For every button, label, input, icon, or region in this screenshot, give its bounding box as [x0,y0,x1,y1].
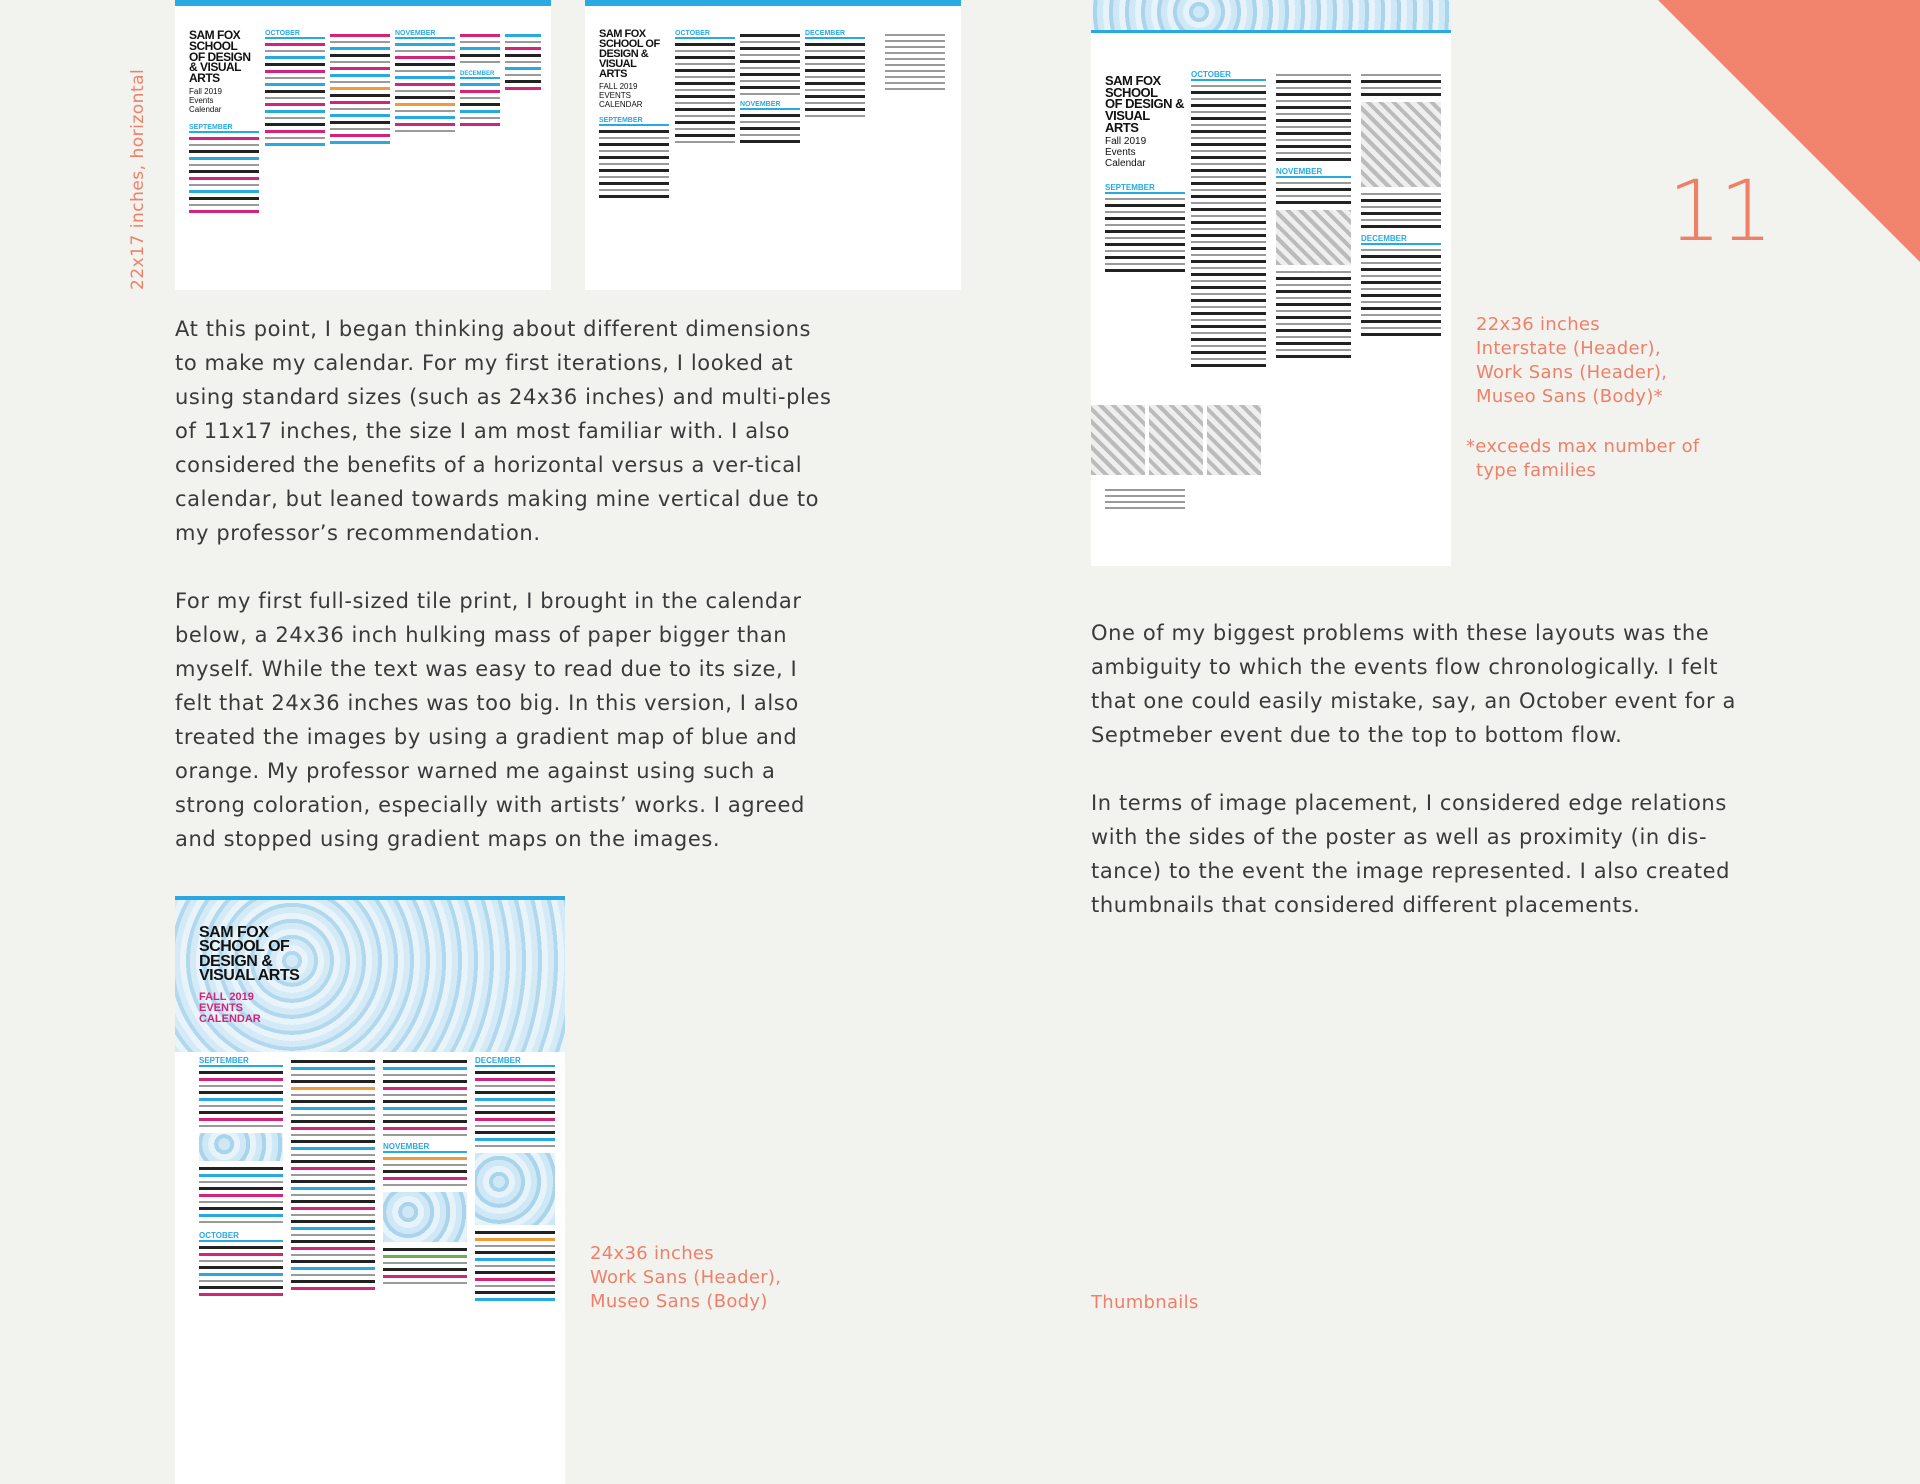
poster-a-title: SAM FOX SCHOOL OF DESIGN & VISUAL ARTS [189,28,251,86]
poster-b-month-october: OCTOBER [675,30,735,39]
photo-thumbnail [1149,405,1203,475]
poster-b-month-november: NOVEMBER [740,101,800,110]
poster-l-month-december: DECEMBER [475,1056,555,1067]
poster-horizontal-a [175,0,551,290]
photo-thumbnail [1276,210,1351,265]
side-label-text: 22x17 inches, horizontal [128,68,148,290]
poster-a-month-november: NOVEMBER [395,30,455,39]
poster-vertical [1091,0,1451,566]
poster-a-month-december: DECEMBER [460,71,500,79]
left-paragraph-1: At this point, I began thinking about different dimensions to make my calendar. For my first iterations, I looked at using standard sizes (such as 24x36 inches) and multi-ples of 11x17 inches, the size I am most familiar with. I also considered the benefits of a horizontal versus a ver-tical calendar, but leaned towards making mine vertical due to my professor’s recommendation. [175,317,832,545]
poster-l-title: SAM FOX SCHOOL OF DESIGN & VISUAL ARTS [199,924,300,985]
poster-v-month-september: SEPTEMBER [1105,183,1185,194]
poster-b-month-december: DECEMBER [805,30,865,39]
right-paragraph-1: One of my biggest problems with these layouts was the ambiguity to which the events flow chronologically. I felt that one could easily mistake, say, an October event for a Septmeber event due to the top to bottom flow. [1091,621,1736,747]
right-paragraph-2: In terms of image placement, I considered edge relations with the sides of the poster as well as proximity (in dis-tance) to the event the image represented. I also created thumbnails that considered different placements. [1091,791,1731,917]
poster-horizontal-b [585,0,961,290]
caption-vertical-poster: 22x36 inches Interstate (Header), Work Sans (Header), Museo Sans (Body)* [1476,314,1668,407]
caption-large-poster: 24x36 inches Work Sans (Header), Museo Sans (Body) [590,1243,782,1312]
caption-footnote: *exceeds max number of type families [1466,436,1700,481]
left-paragraph-2: For my first full-sized tile print, I brought in the calendar below, a 24x36 inch hulking mass of paper bigger than myself. While the text was easy to read due to its size, I felt that 24x36 inches was too big. In this version, I also treated the images by using a gradient map of blue and orange. My professor warned me against using such a strong coloration, especially with artists’ works. I agreed and stopped using gradient maps on the images. [175,589,805,851]
page-number: 11 [1668,162,1771,260]
photo-thumbnail [1091,405,1145,475]
poster-large [175,896,565,1484]
poster-v-subtitle: Fall 2019 Events Calendar [1105,136,1147,170]
caption-thumbnails: Thumbnails [1091,1292,1199,1313]
poster-v-month-november: NOVEMBER [1276,167,1351,178]
poster-b-month-september: SEPTEMBER [599,117,669,126]
poster-l-month-november: NOVEMBER [383,1142,467,1153]
poster-b-title: SAM FOX SCHOOL OF DESIGN & VISUAL ARTS [599,28,660,80]
poster-a-month-october: OCTOBER [265,30,325,39]
poster-v-month-october: OCTOBER [1191,70,1266,81]
poster-a-subtitle: Fall 2019 Events Calendar [189,86,222,114]
poster-l-month-september: SEPTEMBER [199,1056,283,1067]
poster-l-subtitle: FALL 2019 EVENTS CALENDAR [199,990,261,1025]
photo-thumbnail [1361,102,1441,187]
poster-v-title: SAM FOX SCHOOL OF DESIGN & VISUAL ARTS [1105,73,1185,135]
poster-v-month-december: DECEMBER [1361,234,1441,245]
poster-b-subtitle: FALL 2019 EVENTS CALENDAR [599,82,643,110]
poster-l-month-october: OCTOBER [199,1231,283,1242]
poster-a-month-september: SEPTEMBER [189,124,259,133]
photo-thumbnail [1207,405,1261,475]
